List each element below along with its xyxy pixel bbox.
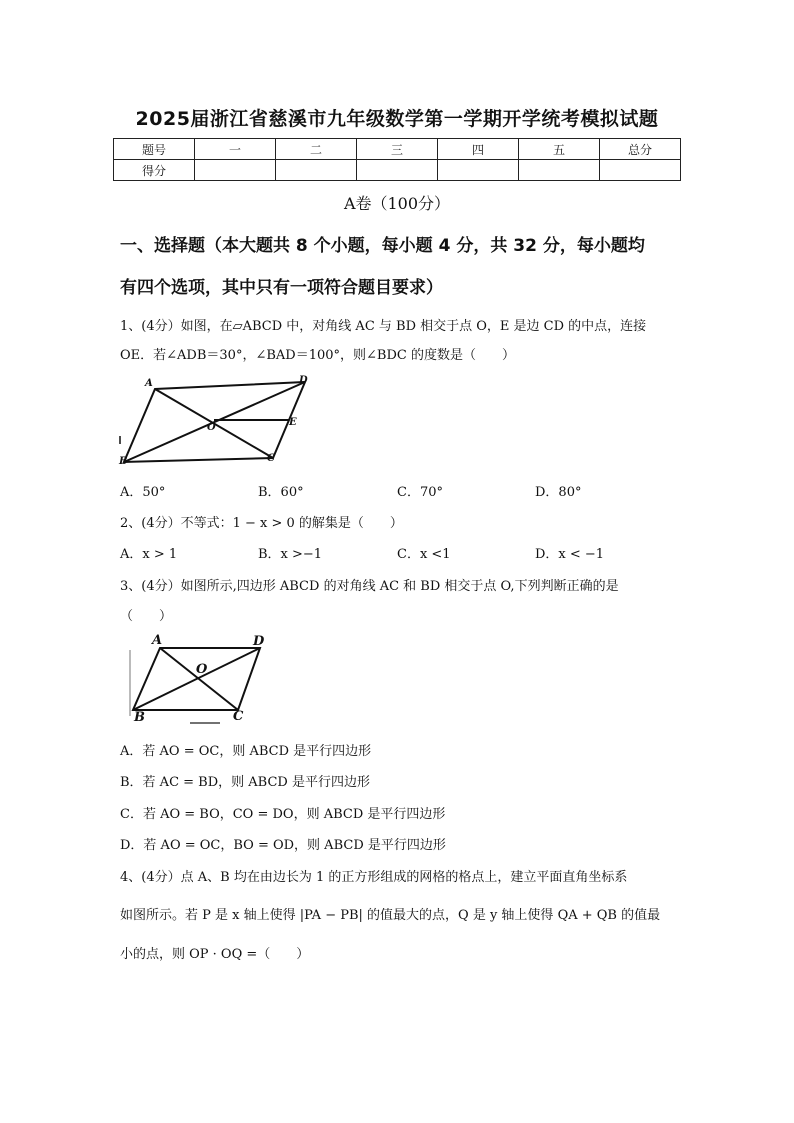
score-header-cell: 一 <box>195 139 276 160</box>
q1-option-b[interactable]: B．60° <box>258 485 304 500</box>
section-heading-line2: 有四个选项，其中只有一项符合题目要求） <box>120 278 443 298</box>
q1-parallelogram-figure <box>115 372 315 472</box>
score-table-header-row <box>114 139 681 160</box>
score-header-cell: 题号 <box>114 139 195 160</box>
q2-option-c[interactable]: C．x <1 <box>397 547 451 562</box>
q1-label-e: E <box>289 417 297 428</box>
q1-label-o: O <box>207 422 216 433</box>
q3-label-o: O <box>196 662 208 677</box>
score-header-cell: 四 <box>438 139 519 160</box>
score-input-cell[interactable] <box>195 160 276 181</box>
q1-option-d[interactable]: D．80° <box>535 485 582 500</box>
score-table <box>113 138 681 181</box>
q4-text-line3: 小的点，则 OP · OQ =（ ） <box>120 947 310 962</box>
q1-text-line1: 1、(4分）如图，在▱ABCD 中，对角线 AC 与 BD 相交于点 O，E 是边 CD 的中点，连接 <box>120 319 647 334</box>
q4-text-line1: 4、(4分）点 A、B 均在由边长为 1 的正方形组成的网格的格点上，建立平面直角坐标系 <box>120 870 628 885</box>
section-heading-line1: 一、选择题（本大题共 8 个小题，每小题 4 分，共 32 分，每小题均 <box>120 236 645 256</box>
q2-option-b[interactable]: B．x >−1 <box>258 547 323 562</box>
q3-text-line1: 3、(4分）如图所示,四边形 ABCD 的对角线 AC 和 BD 相交于点 O,下列判断正确的是 <box>120 579 619 594</box>
score-input-cell[interactable] <box>600 160 681 181</box>
score-input-cell[interactable] <box>519 160 600 181</box>
score-header-cell: 总分 <box>600 139 681 160</box>
q1-label-c: C <box>267 453 275 464</box>
q3-label-d: D <box>253 634 265 649</box>
q3-option-d[interactable]: D．若 AO = OC，BO = OD，则 ABCD 是平行四边形 <box>120 838 446 853</box>
q3-text-line2: （ ） <box>120 609 173 624</box>
q3-diagonal-ac <box>160 648 238 710</box>
paper-a-heading: A卷（100分） <box>343 194 451 213</box>
q3-label-a: A <box>152 633 163 648</box>
score-header-cell: 三 <box>357 139 438 160</box>
score-table-score-row <box>114 160 681 181</box>
score-input-cell[interactable] <box>276 160 357 181</box>
score-row-label: 得分 <box>114 160 195 181</box>
q1-option-c[interactable]: C．70° <box>397 485 443 500</box>
q3-label-b: B <box>134 710 145 725</box>
score-input-cell[interactable] <box>438 160 519 181</box>
q1-label-d: D <box>299 375 308 386</box>
q2-option-d[interactable]: D．x < −1 <box>535 547 605 562</box>
q1-option-a[interactable]: A．50° <box>120 485 166 500</box>
exam-title: 2025届浙江省慈溪市九年级数学第一学期开学统考模拟试题 <box>135 108 659 130</box>
q1-text-line2: OE．若∠ADB＝30°，∠BAD＝100°，则∠BDC 的度数是（ ） <box>120 348 515 363</box>
q2-option-a[interactable]: A．x > 1 <box>120 547 178 562</box>
q3-option-a[interactable]: A．若 AO = OC，则 ABCD 是平行四边形 <box>120 744 372 759</box>
score-header-cell: 二 <box>276 139 357 160</box>
q1-label-a: A <box>145 378 153 389</box>
q3-option-b[interactable]: B．若 AC = BD，则 ABCD 是平行四边形 <box>120 775 370 790</box>
q3-option-c[interactable]: C．若 AO = BO，CO = DO，则 ABCD 是平行四边形 <box>120 807 446 822</box>
score-input-cell[interactable] <box>357 160 438 181</box>
q2-text: 2、(4分）不等式：1 − x > 0 的解集是（ ） <box>120 516 403 531</box>
score-header-cell: 五 <box>519 139 600 160</box>
q4-text-line2: 如图所示。若 P 是 x 轴上使得 |PA − PB| 的值最大的点，Q 是 y 轴上使得 QA + QB 的值最 <box>120 908 661 923</box>
q1-label-b: B <box>119 456 128 467</box>
q3-label-c: C <box>233 709 244 724</box>
q3-quadrilateral-figure <box>120 628 280 728</box>
